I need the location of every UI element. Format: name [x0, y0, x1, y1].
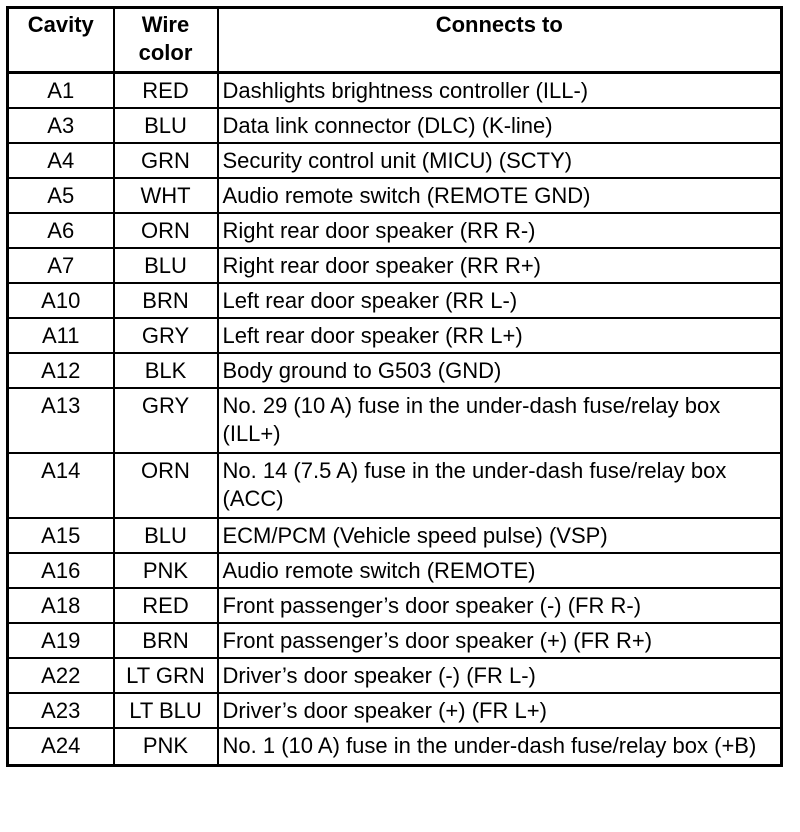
- table-row: [8, 213, 782, 248]
- table-row: [8, 178, 782, 213]
- cell-cavity: A24: [8, 728, 114, 766]
- cell-connects-to: No. 1 (10 A) fuse in the under-dash fuse/relay box (+B): [218, 728, 782, 766]
- cell-wire-color: ORN: [114, 453, 218, 518]
- table-row: [8, 623, 782, 658]
- header-cavity: Cavity: [8, 8, 114, 73]
- table-row: [8, 388, 782, 453]
- table-row: [8, 73, 782, 108]
- table-row: [8, 283, 782, 318]
- table-row: [8, 248, 782, 283]
- header-wire-color-line1: Wire: [141, 12, 190, 37]
- cell-connects-to: Front passenger’s door speaker (-) (FR R-): [218, 588, 782, 623]
- connector-cavity-table: [6, 6, 783, 767]
- table-row: [8, 453, 782, 518]
- table-row: [8, 728, 782, 766]
- cell-cavity: A15: [8, 518, 114, 553]
- table-row: [8, 518, 782, 553]
- cell-cavity: A5: [8, 178, 114, 213]
- cell-connects-to: No. 14 (7.5 A) fuse in the under-dash fuse/relay box (ACC): [218, 453, 782, 518]
- cell-connects-to: ECM/PCM (Vehicle speed pulse) (VSP): [218, 518, 782, 553]
- cell-wire-color: RED: [114, 73, 218, 108]
- table-row: [8, 353, 782, 388]
- table-row: [8, 553, 782, 588]
- cell-cavity: A14: [8, 453, 114, 518]
- cell-connects-to: No. 29 (10 A) fuse in the under-dash fuse/relay box (ILL+): [218, 388, 782, 453]
- cell-cavity: A3: [8, 108, 114, 143]
- cell-cavity: A10: [8, 283, 114, 318]
- cell-wire-color: WHT: [114, 178, 218, 213]
- cell-wire-color: PNK: [114, 553, 218, 588]
- cell-wire-color: BRN: [114, 623, 218, 658]
- cell-cavity: A13: [8, 388, 114, 453]
- cell-connects-to: Left rear door speaker (RR L-): [218, 283, 782, 318]
- cell-cavity: A1: [8, 73, 114, 108]
- cell-cavity: A6: [8, 213, 114, 248]
- table-row: [8, 143, 782, 178]
- cell-wire-color: BRN: [114, 283, 218, 318]
- cell-cavity: A7: [8, 248, 114, 283]
- cell-wire-color: GRY: [114, 318, 218, 353]
- cell-wire-color: BLU: [114, 518, 218, 553]
- cell-connects-to: Audio remote switch (REMOTE): [218, 553, 782, 588]
- cell-cavity: A19: [8, 623, 114, 658]
- cell-cavity: A23: [8, 693, 114, 728]
- cell-wire-color: GRY: [114, 388, 218, 453]
- table-row: [8, 108, 782, 143]
- cell-connects-to: Audio remote switch (REMOTE GND): [218, 178, 782, 213]
- table-row: [8, 693, 782, 728]
- table-body: [8, 73, 782, 766]
- cell-connects-to: Right rear door speaker (RR R-): [218, 213, 782, 248]
- header-wire-color-line2: color: [138, 40, 193, 65]
- cell-connects-to: Front passenger’s door speaker (+) (FR R+): [218, 623, 782, 658]
- table-header: [8, 8, 782, 73]
- cell-cavity: A22: [8, 658, 114, 693]
- header-wire-color: [114, 8, 218, 73]
- header-row: [8, 8, 782, 73]
- cell-connects-to: Driver’s door speaker (-) (FR L-): [218, 658, 782, 693]
- wiring-table-container: [6, 6, 783, 767]
- cell-cavity: A11: [8, 318, 114, 353]
- cell-connects-to: Data link connector (DLC) (K-line): [218, 108, 782, 143]
- cell-cavity: A18: [8, 588, 114, 623]
- cell-cavity: A4: [8, 143, 114, 178]
- cell-wire-color: PNK: [114, 728, 218, 766]
- cell-connects-to: Left rear door speaker (RR L+): [218, 318, 782, 353]
- cell-wire-color: LT GRN: [114, 658, 218, 693]
- cell-wire-color: BLU: [114, 248, 218, 283]
- cell-wire-color: BLK: [114, 353, 218, 388]
- cell-wire-color: BLU: [114, 108, 218, 143]
- cell-connects-to: Dashlights brightness controller (ILL-): [218, 73, 782, 108]
- table-row: [8, 658, 782, 693]
- header-connects-to: Connects to: [218, 8, 782, 73]
- cell-connects-to: Right rear door speaker (RR R+): [218, 248, 782, 283]
- cell-connects-to: Body ground to G503 (GND): [218, 353, 782, 388]
- cell-wire-color: RED: [114, 588, 218, 623]
- cell-wire-color: ORN: [114, 213, 218, 248]
- cell-cavity: A16: [8, 553, 114, 588]
- table-row: [8, 588, 782, 623]
- cell-wire-color: GRN: [114, 143, 218, 178]
- cell-connects-to: Driver’s door speaker (+) (FR L+): [218, 693, 782, 728]
- cell-connects-to: Security control unit (MICU) (SCTY): [218, 143, 782, 178]
- cell-wire-color: LT BLU: [114, 693, 218, 728]
- cell-cavity: A12: [8, 353, 114, 388]
- table-row: [8, 318, 782, 353]
